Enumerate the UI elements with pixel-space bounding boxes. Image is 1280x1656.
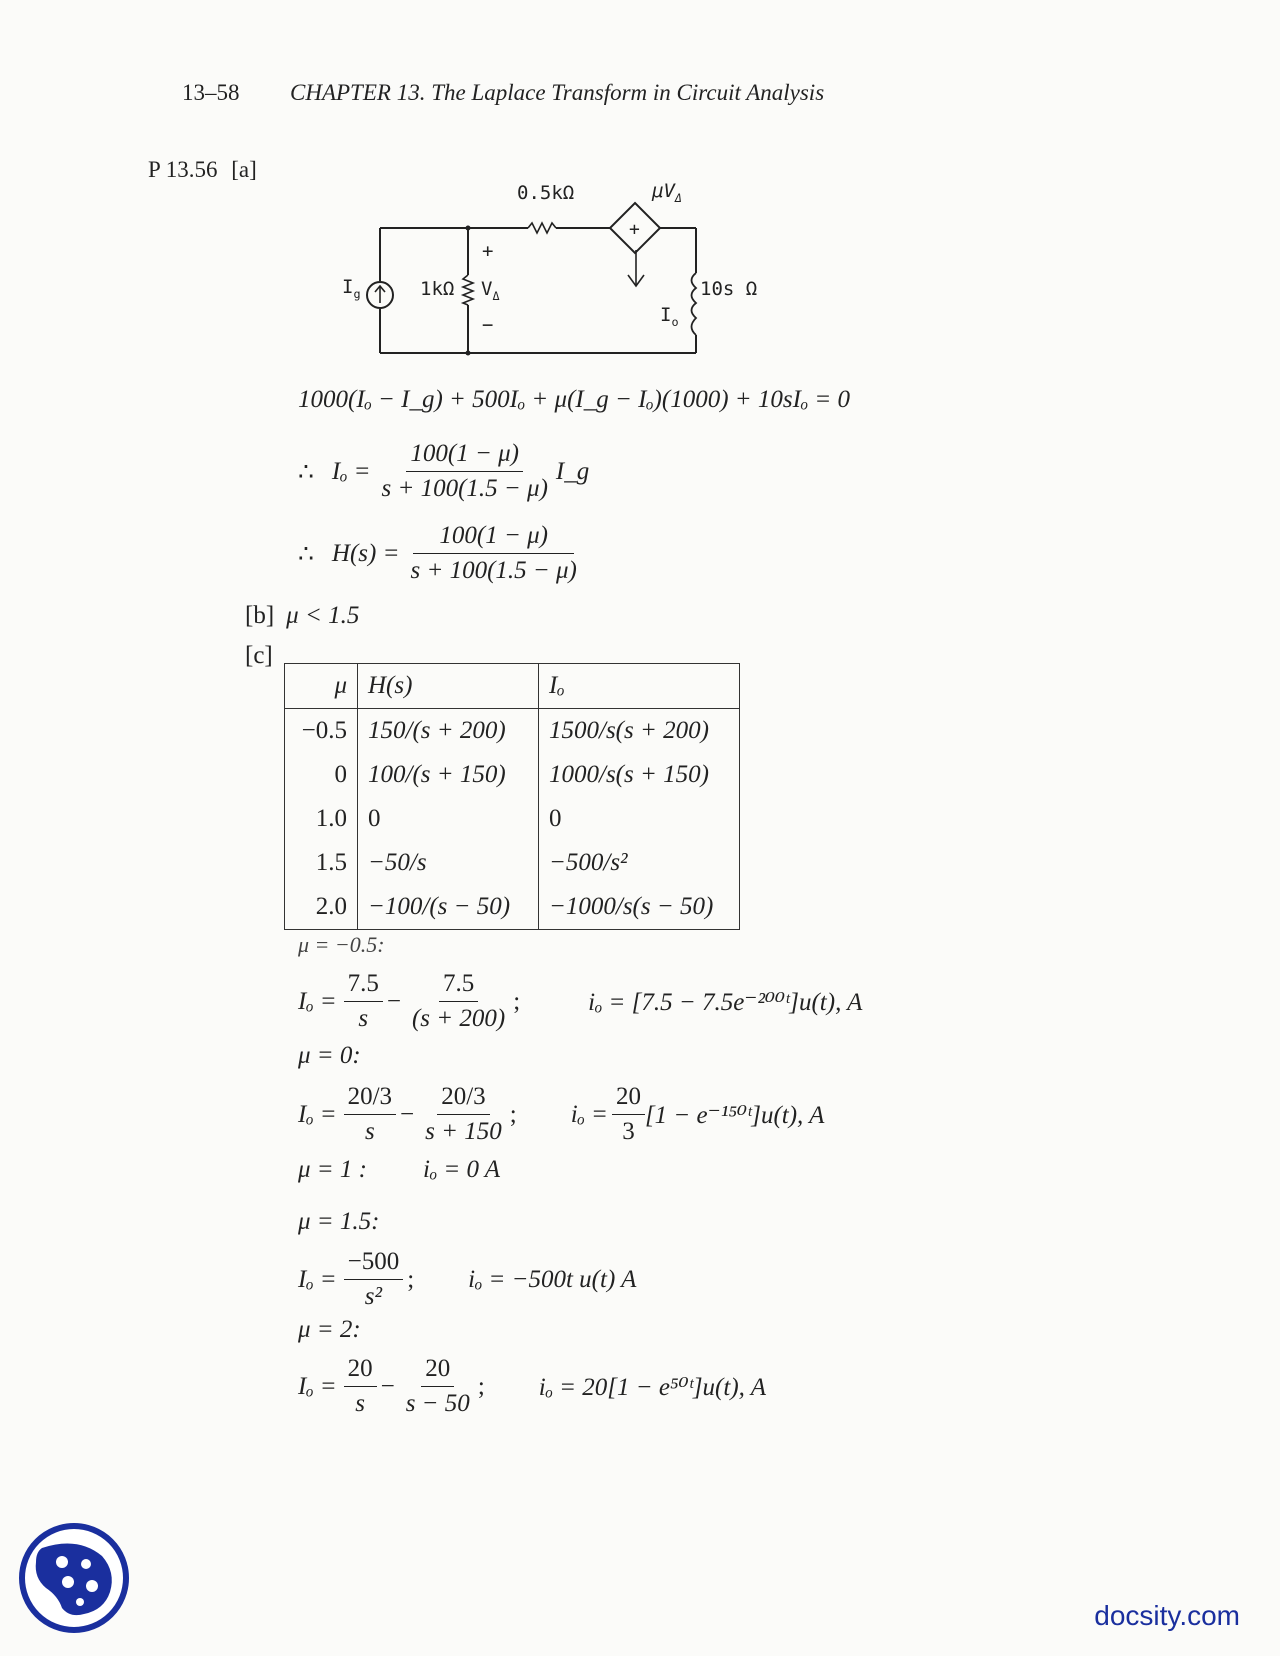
part-b (245, 602, 363, 630)
resistor-top-symbol (528, 223, 556, 233)
part-a-label: [a] (231, 157, 257, 182)
voltage-plus: + (482, 240, 494, 262)
case1-equation: Iₒ = $\frac{7.5}{s}$ − $\frac{7.5}{(s + 200)}$ ; iₒ = [7.5 − 7.5e⁻²⁰⁰ᵗ]u(t), A (298, 970, 863, 1032)
io-tail: I_g (555, 457, 590, 485)
table-row: 2.0 −100/(s − 50) −1000/s(s − 50) (285, 885, 740, 930)
results-table (284, 663, 740, 930)
inductor-label: 10s Ω (700, 278, 758, 300)
case3 (298, 1156, 504, 1184)
table-header-row (285, 664, 740, 709)
problem-label (148, 157, 257, 183)
kvl-equation: 1000(Iₒ − I_g) + 500Iₒ + μ(I_g − Iₒ)(1000) + 10sIₒ = 0 (298, 386, 850, 413)
header-io: Iₒ (539, 664, 740, 709)
h-expression (298, 522, 585, 586)
case5-equation: Iₒ = $\frac{20}{s}$ − $\frac{20}{s - 50}$ ; iₒ = 20[1 − e⁵⁰ᵗ]u(t), A (298, 1355, 766, 1417)
part-c-label: [c] (245, 642, 273, 669)
table-row: 0 100/(s + 150) 1000/s(s + 150) (285, 753, 740, 797)
case2-label: μ = 0: (298, 1042, 361, 1069)
part-b-label: [b] (245, 602, 275, 629)
case4-equation: Iₒ = $\frac{-500}{\text{s²}}$ ; iₒ = −500t u(t) A (298, 1248, 637, 1310)
docsity-logo-icon[interactable] (18, 1522, 130, 1634)
table-row: 1.0 0 0 (285, 797, 740, 841)
case3-io: iₒ = 0 A (423, 1156, 501, 1183)
docsity-brand[interactable]: docsity.com (1094, 1600, 1240, 1631)
io-fraction: $\frac{100(1 - \mu)}{s + 100(1.5 - \mu)}$ (381, 440, 548, 502)
table-row: −0.5 150/(s + 200) 1500/s(s + 200) (285, 709, 740, 754)
therefore-symbol: ∴ (298, 458, 314, 486)
header-mu: μ (285, 664, 358, 709)
case5-io: iₒ = 20[1 − e⁵⁰ᵗ]u(t), A (538, 1373, 766, 1401)
resistor-top-label: 0.5kΩ (517, 182, 575, 204)
h-fraction: $\frac{100(1 - \mu)}{s + 100(1.5 - \mu)}$ (410, 522, 577, 584)
case2-io: [1 − e⁻¹⁵⁰ᵗ]u(t), A (644, 1101, 825, 1129)
h-lhs: H(s) = (331, 539, 400, 567)
dependent-source-plus: + (629, 219, 640, 240)
case5-label: μ = 2: (298, 1316, 361, 1343)
table-row: 1.5 −50/s −500/s² (285, 841, 740, 885)
case1-io: iₒ = [7.5 − 7.5e⁻²⁰⁰ᵗ]u(t), A (588, 988, 863, 1016)
problem-number: P 13.56 (148, 157, 218, 182)
voltage-minus: − (482, 314, 494, 336)
case2-equation: Iₒ = $\frac{20/3}{s}$ − $\frac{20/3}{s + 150}$ ; iₒ = $\frac{20}{3}$ [1 − e⁻¹⁵⁰ᵗ]u(t), A (298, 1083, 825, 1145)
chapter-title: CHAPTER 13. The Laplace Transform in Circuit Analysis (290, 80, 825, 105)
part-b-answer: μ < 1.5 (286, 602, 360, 629)
case4-io: iₒ = −500t u(t) A (468, 1265, 637, 1293)
resistor-shunt-label: 1kΩ (420, 278, 455, 300)
io-expression (298, 440, 593, 504)
voltage-label: $V_\Delta$ (481, 278, 500, 303)
inductor-symbol (692, 273, 697, 335)
resistor-shunt-symbol (463, 275, 473, 305)
case4-label: μ = 1.5: (298, 1208, 380, 1235)
io-lhs: Iₒ = (331, 457, 371, 485)
circuit-diagram (320, 185, 780, 365)
case1-label: μ = −0.5: (298, 932, 385, 957)
case3-label: μ = 1 : (298, 1156, 367, 1183)
current-label: $I_o$ (660, 304, 679, 329)
current-source-label: $I_g$ (342, 276, 361, 301)
header-h: H(s) (358, 664, 539, 709)
therefore-symbol-2: ∴ (298, 540, 314, 568)
page-number: 13–58 (182, 80, 240, 105)
dependent-source-label: $\mu V_\Delta$ (652, 180, 682, 205)
